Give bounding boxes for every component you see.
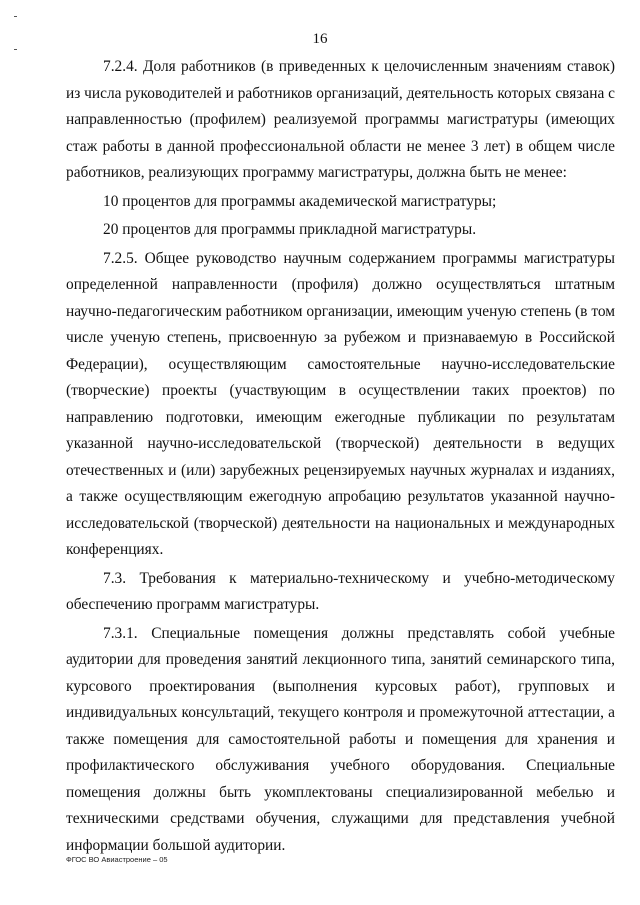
- paragraph-applied-masters: 20 процентов для программы прикладной магистратуры.: [103, 221, 477, 238]
- document-body: [66, 54, 615, 859]
- paragraph-7-2-5: 7.2.5. Общее руководство научным содержанием программы магистратуры определенной направленности (профиля) должно осуществляться штатным научно-педагогическим работником организации, имеющим ученую степень (в том числе ученую степень, присвоенную за рубежом и признаваемую в Российской Федерации), осуществляющим самостоятельные научно-исследовательские (творческие) проекты (участвующим в осуществлении таких проектов) по направлению подготовки, имеющим ежегодные публикации по результатам указанной научно-исследовательской (творческой) деятельности в ведущих отечественных и (или) зарубежных рецензируемых научных журналах и изданиях, а также осуществляющим ежегодную апробацию результатов указанной научно-исследовательской (творческой) деятельности на национальных и международных конференциях.: [66, 249, 615, 558]
- paragraph-7-3: 7.3. Требования к материально-техническому и учебно-методическому обеспечению программ магистратуры.: [66, 569, 615, 613]
- footer-document-code: ФГОС ВО Авиастроение – 05: [66, 855, 168, 864]
- paragraph-7-3-1: 7.3.1. Специальные помещения должны представлять собой учебные аудитории для проведения занятий лекционного типа, занятий семинарского типа, курсового проектирования (выполнения курсовых работ), групповых и индивидуальных консультаций, текущего контроля и промежуточной аттестации, а также помещения для самостоятельной работы и помещения для хранения и профилактического обслуживания учебного оборудования. Специальные помещения должны быть укомплектованы специализированной мебелью и техническими средствами обучения, служащими для представления учебной информации большой аудитории.: [66, 624, 615, 854]
- paragraph-7-2-4: 7.2.4. Доля работников (в приведенных к целочисленным значениям ставок) из числа руководителей и работников организаций, деятельность которых связана с направленностью (профилем) реализуемой программы магистратуры (имеющих стаж работы в данной профессиональной области не менее 3 лет) в общем числе работников, реализующих программу магистратуры, должна быть не менее:: [66, 58, 615, 181]
- scan-artifact-mark: [14, 16, 17, 17]
- scan-artifact-mark: [14, 49, 17, 50]
- page-number: 16: [312, 31, 328, 47]
- paragraph-academic-masters: 10 процентов для программы академической магистратуры;: [103, 192, 497, 210]
